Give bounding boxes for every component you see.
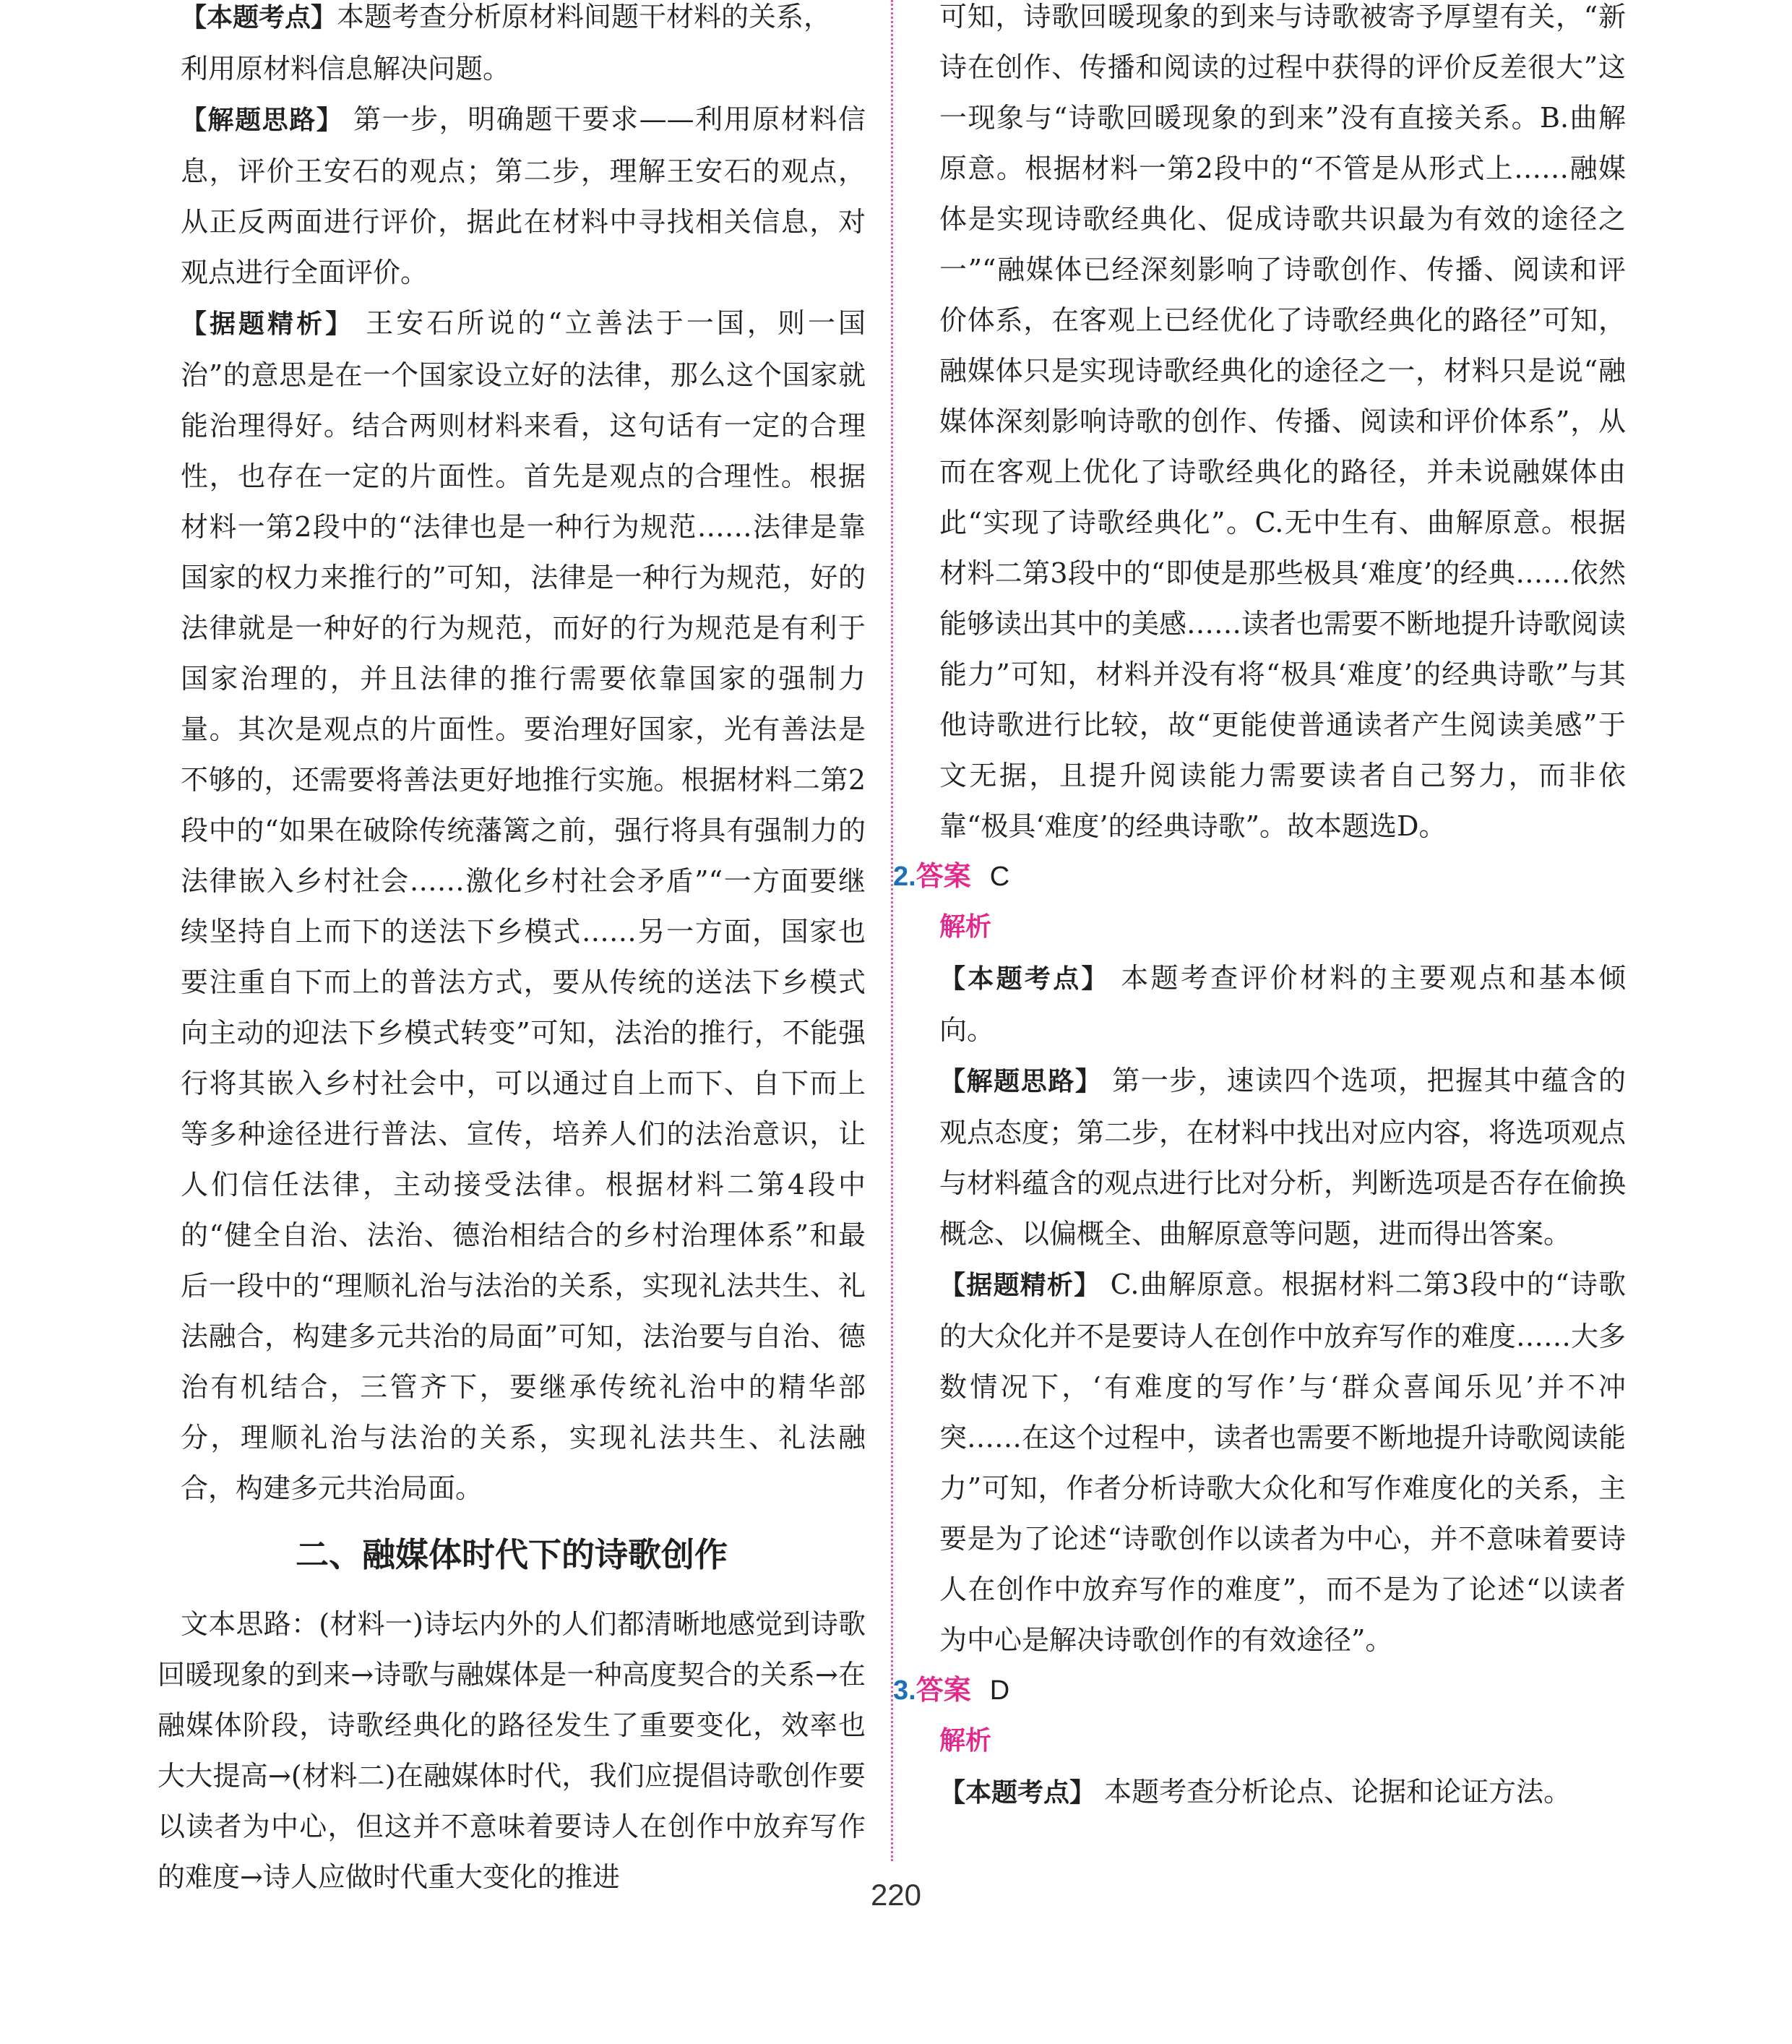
- paragraph: [181, 94, 866, 298]
- answer-row: [893, 1665, 1626, 1716]
- paragraph: [939, 1766, 1626, 1818]
- tag-label: 【解题思路】: [181, 106, 344, 135]
- tag-label: 【据题精析】: [939, 1271, 1101, 1300]
- tag-label: 【解题思路】: [939, 1067, 1103, 1096]
- paragraph-text: 本题考查评价材料的主要观点和基本倾向。: [939, 962, 1626, 1046]
- paragraph-text: 第一步，明确题干要求——利用原材料信息，评价王安石的观点；第二步，理解王安石的观点，从正反两面进行评价，据此在材料中寻找相关信息，对观点进行全面评价。: [181, 103, 866, 288]
- paragraph-text: 第一步，速读四个选项，把握其中蕴含的观点态度；第二步，在材料中找出对应内容，将选项观点与材料蕴含的观点进行比对分析，判断选项是否存在偷换概念、以偏概全、曲解原意等问题，进而得出答案。: [939, 1065, 1627, 1250]
- answer-value: D: [989, 1675, 1010, 1706]
- analysis-label: 解析: [939, 912, 992, 942]
- answer-value: C: [989, 862, 1010, 892]
- paragraph-text: C.曲解原意。根据材料二第3段中的“诗歌的大众化并不是要诗人在创作中放弃写作的难度……大多数情况下，‘有难度的写作’与‘群众喜闻乐见’并不冲突……在这个过程中，读者也需要不断地提升诗歌阅读能力”可知，作者分析诗歌大众化和写作难度化的关系，主要是为了论述“诗歌创作以读者为中心，并不意味着要诗人在创作中放弃写作的难度”，而不是为了论述“以读者为中心是解决诗歌创作的有效途径”。: [939, 1268, 1627, 1656]
- left-column: [158, 0, 866, 1902]
- paragraph: 文本思路：(材料一)诗坛内外的人们都清晰地感觉到诗歌回暖现象的到来→诗歌与融媒体是一种高度契合的关系→在融媒体阶段，诗歌经典化的路径发生了重要变化，效率也大大提高→(材料二)在融媒体时代，我们应提倡诗歌创作要以读者为中心，但这并不意味着要诗人在创作中放弃写作的难度→诗人应做时代重大变化的推进: [158, 1608, 866, 1893]
- top-fragment: [181, 0, 866, 43]
- paragraph: [939, 953, 1626, 1055]
- right-column: [893, 0, 1627, 1818]
- question-number: 2.: [893, 862, 916, 892]
- tag-label: 【本题考点】: [939, 1778, 1096, 1808]
- paragraph-text: 本题考查分析原材料间题干材料的关系，: [337, 1, 832, 33]
- paragraph: [939, 1055, 1626, 1259]
- paragraph: [939, 1259, 1626, 1665]
- tag-label: 【据题精析】: [181, 309, 355, 339]
- column-divider: [891, 0, 893, 1861]
- paragraph: 利用原材料信息解决问题。: [181, 53, 511, 85]
- paragraph: 可知，诗歌回暖现象的到来与诗歌被寄予厚望有关，“新诗在创作、传播和阅读的过程中获得的评价反差很大”这一现象与“诗歌回暖现象的到来”没有直接关系。B.曲解原意。根据材料一第2段中的“不管是从形式上……融媒体是实现诗歌经典化、促成诗歌共识最为有效的途径之一”“融媒体已经深刻影响了诗歌创作、传播、阅读和评价体系，在客观上已经优化了诗歌经典化的路径”可知，融媒体只是实现诗歌经典化的途径之一，材料只是说“融媒体深刻影响诗歌的创作、传播、阅读和评价体系”，从而在客观上优化了诗歌经典化的路径，并未说融媒体由此“实现了诗歌经典化”。C.无中生有、曲解原意。根据材料二第3段中的“即使是那些极具‘难度’的经典……依然能够读出其中的美感……读者也需要不断地提升诗歌阅读能力”可知，材料并没有将“极具‘难度’的经典诗歌”与其他诗歌进行比较，故“更能使普通读者产生阅读美感”于文无据，且提升阅读能力需要读者自己努力，而非依靠“极具‘难度’的经典诗歌”。故本题选D。: [939, 1, 1627, 842]
- tag-label: 【本题考点】: [181, 3, 337, 33]
- paragraph: [181, 298, 866, 1513]
- paragraph-text: 本题考查分析论点、论据和论证方法。: [1104, 1776, 1572, 1808]
- analysis-label: 解析: [939, 1726, 992, 1756]
- section-title: 二、融媒体时代下的诗歌创作: [296, 1535, 728, 1574]
- page-number: 220: [870, 1878, 922, 1912]
- answer-label: 答案: [916, 1675, 971, 1706]
- question-number: 3.: [893, 1675, 916, 1706]
- answer-row: [893, 851, 1626, 902]
- tag-label: 【本题考点】: [939, 964, 1110, 994]
- answer-label: 答案: [916, 862, 971, 892]
- paragraph-text: 王安石所说的“立善法于一国，则一国治”的意思是在一个国家设立好的法律，那么这个国家就能治理得好。结合两则材料来看，这句话有一定的合理性，也存在一定的片面性。首先是观点的合理性。根据材料一第2段中的“法律也是一种行为规范……法律是靠国家的权力来推行的”可知，法律是一种行为规范，好的法律就是一种好的行为规范，而好的行为规范是有利于国家治理的，并且法律的推行需要依靠国家的强制力量。其次是观点的片面性。要治理好国家，光有善法是不够的，还需要将善法更好地推行实施。根据材料二第2段中的“如果在破除传统藩篱之前，强行将具有强制力的法律嵌入乡村社会……激化乡村社会矛盾”“一方面要继续坚持自上而下的送法下乡模式……另一方面，国家也要注重自下而上的普法方式，要从传统的送法下乡模式向主动的迎法下乡模式转变”可知，法治的推行，不能强行将其嵌入乡村社会中，可以通过自上而下、自下而上等多种途径进行普法、宣传，培养人们的法治意识，让人们信任法律，主动接受法律。根据材料二第4段中的“健全自治、法治、德治相结合的乡村治理体系”和最后一段中的“理顺礼治与法治的关系，实现礼法共生、礼法融合，构建多元共治的局面”可知，法治要与自治、德治有机结合，三管齐下，要继承传统礼治中的精华部分，理顺礼治与法治的关系，实现礼法共生、礼法融合，构建多元共治局面。: [181, 307, 866, 1504]
